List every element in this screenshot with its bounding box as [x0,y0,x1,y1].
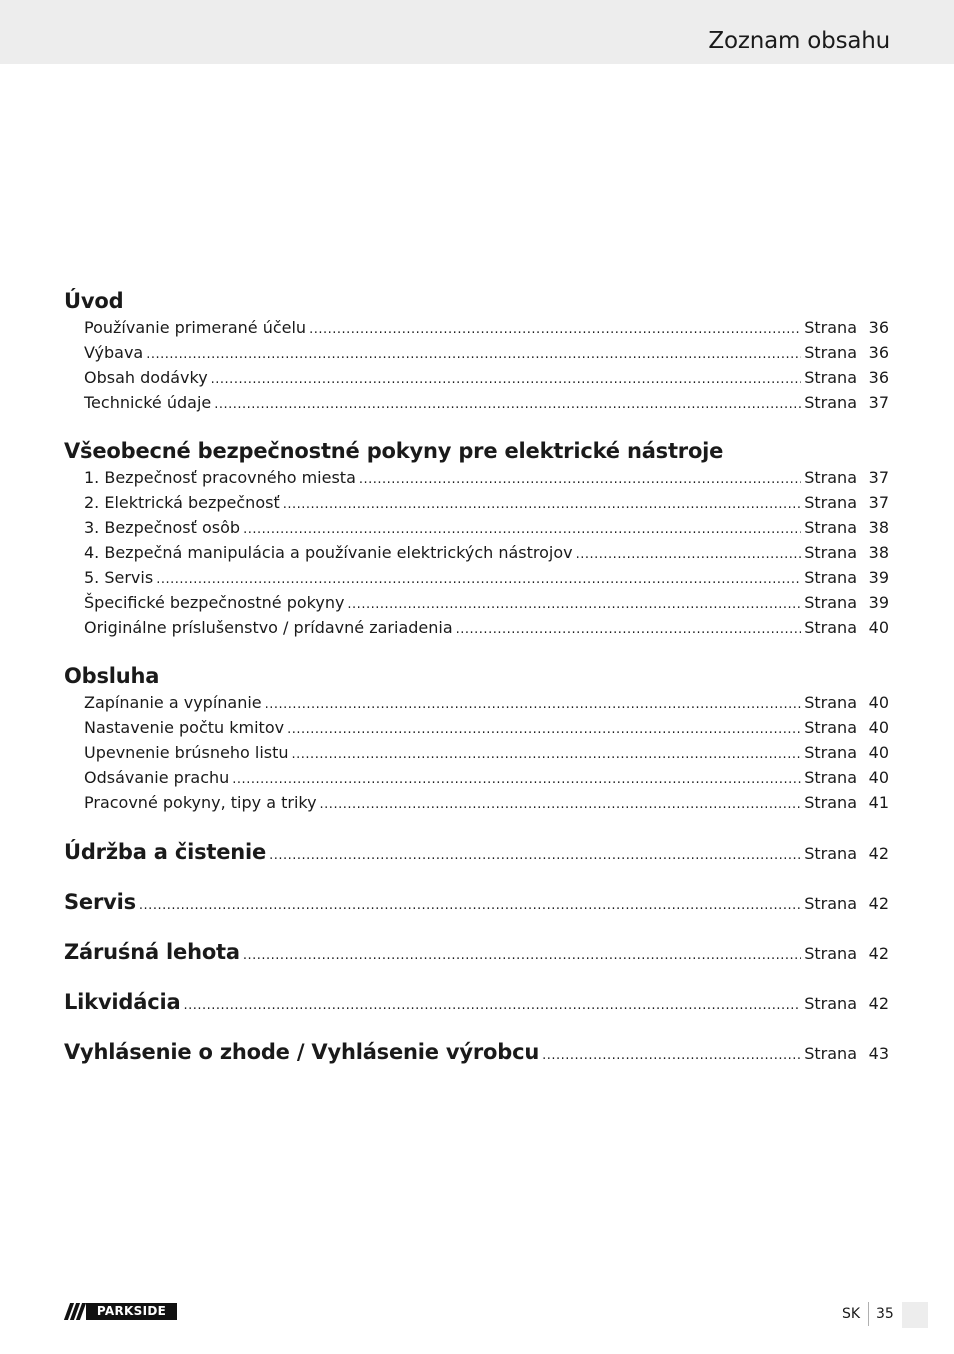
page-word: Strana [804,593,857,612]
entry-label: Pracovné pokyny, tipy a triky [84,793,317,812]
entry-label: 5. Servis [84,568,154,587]
dot-leader [243,517,801,542]
entry-label: Používanie primerané účelu [84,318,307,337]
toc-entry[interactable] [64,565,889,590]
page-number: 36 [868,368,889,387]
entry-label: Likvidácia [64,990,181,1014]
toc-entry[interactable] [64,590,889,615]
dot-leader [283,492,802,517]
toc-main-entry[interactable] [64,927,889,977]
entry-label: Originálne príslušenstvo / prídavné zariadenia [84,618,453,637]
entry-label: Údržba a čistenie [64,840,267,864]
page-number: 38 [868,518,889,537]
page-number: 37 [868,493,889,512]
page-number: 39 [868,593,889,612]
section-heading: Úvod [64,289,124,313]
entry-label: Technické údaje [84,393,212,412]
page-word: Strana [804,768,857,787]
page-number: 40 [868,768,889,787]
page-number: 37 [868,393,889,412]
toc-section-operation [64,662,889,815]
toc-entry[interactable] [64,540,889,565]
entry-label: Odsávanie prachu [84,768,230,787]
toc-main-entry[interactable] [64,977,889,1027]
page-word: Strana [804,393,857,412]
dot-leader [214,392,801,417]
page-title: Zoznam obsahu [708,28,890,54]
page-number: 40 [868,743,889,762]
entry-label: 2. Elektrická bezpečnosť [84,493,280,512]
page-word: Strana [804,543,857,562]
entry-label: Záruśná lehota [64,940,240,964]
toc-entry[interactable] [64,515,889,540]
dot-leader [183,981,801,1031]
toc-entry[interactable] [64,615,889,640]
entry-label: Nastavenie počtu kmitov [84,718,285,737]
entry-label: Špecifické bezpečnostné pokyny [84,593,345,612]
page-word: Strana [804,994,857,1013]
entry-label: Servis [64,890,136,914]
dot-leader [232,767,801,792]
toc-entry[interactable] [64,390,889,415]
header-band [0,0,954,64]
logo-stripes-icon [64,1303,86,1320]
toc-main-entries [64,827,889,1077]
dot-leader [156,567,801,592]
dot-leader [576,542,802,567]
toc-entry[interactable] [64,740,889,765]
page-number: 40 [868,618,889,637]
page-number: 40 [868,693,889,712]
dot-leader [269,831,801,881]
page-number: 41 [868,793,889,812]
entry-label: Upevnenie brúsneho listu [84,743,289,762]
page-word: Strana [804,368,857,387]
page-word: Strana [804,318,857,337]
page-number: 36 [868,343,889,362]
page-number: 42 [868,944,889,963]
dot-leader [309,317,801,342]
page-word: Strana [804,693,857,712]
toc-section-safety [64,437,889,640]
page-number-footer: 35 [876,1306,894,1322]
dot-leader [211,367,802,392]
dot-leader [146,342,801,367]
page-word: Strana [804,944,857,963]
dot-leader [359,467,801,492]
page-number: 39 [868,568,889,587]
toc-main-entry[interactable] [64,877,889,927]
page-number: 42 [868,844,889,863]
entry-label: 1. Bezpečnosť pracovného miesta [84,468,356,487]
brand-name: PARKSIDE [86,1303,177,1320]
entry-label: 3. Bezpečnosť osôb [84,518,241,537]
toc-section-intro [64,287,889,415]
page-number: 40 [868,718,889,737]
table-of-contents [64,287,889,1077]
entry-label: Obsah dodávky [84,368,208,387]
entry-label: Vyhlásenie o zhode / Vyhlásenie výrobcu [64,1040,540,1064]
page-word: Strana [804,518,857,537]
dot-leader [320,792,802,817]
toc-entry[interactable] [64,690,889,715]
entry-label: Zapínanie a vypínanie [84,693,262,712]
page-word: Strana [804,718,857,737]
page-number: 42 [868,994,889,1013]
section-heading: Obsluha [64,664,160,688]
toc-entry[interactable] [64,490,889,515]
footer-tab-box [902,1302,928,1328]
parkside-logo [64,1303,177,1320]
toc-entry[interactable] [64,465,889,490]
page-word: Strana [804,618,857,637]
page-number: 42 [868,894,889,913]
footer-divider [868,1302,869,1326]
page-word: Strana [804,743,857,762]
page-number: 37 [868,468,889,487]
dot-leader [542,1031,801,1081]
dot-leader [265,692,802,717]
language-code: SK [842,1306,861,1322]
toc-main-entry[interactable] [64,1027,889,1077]
page-word: Strana [804,844,857,863]
dot-leader [139,881,801,931]
dot-leader [287,717,801,742]
entry-label: Výbava [84,343,144,362]
toc-entry[interactable] [64,340,889,365]
page-word: Strana [804,468,857,487]
page-word: Strana [804,343,857,362]
page-word: Strana [804,493,857,512]
page-word: Strana [804,793,857,812]
dot-leader [243,931,801,981]
toc-main-entry[interactable] [64,827,889,877]
toc-entry[interactable] [64,365,889,390]
dot-leader [292,742,802,767]
page-word: Strana [804,894,857,913]
dot-leader [347,592,801,617]
toc-entry[interactable] [64,790,889,815]
page-word: Strana [804,568,857,587]
page-number: 36 [868,318,889,337]
toc-entry[interactable] [64,715,889,740]
page-number: 43 [868,1044,889,1063]
section-heading: Všeobecné bezpečnostné pokyny pre elektrické nástroje [64,439,724,463]
dot-leader [456,617,802,642]
page-number: 38 [868,543,889,562]
toc-entry[interactable] [64,765,889,790]
page-word: Strana [804,1044,857,1063]
entry-label: 4. Bezpečná manipulácia a používanie elektrických nástrojov [84,543,573,562]
toc-entry[interactable] [64,315,889,340]
